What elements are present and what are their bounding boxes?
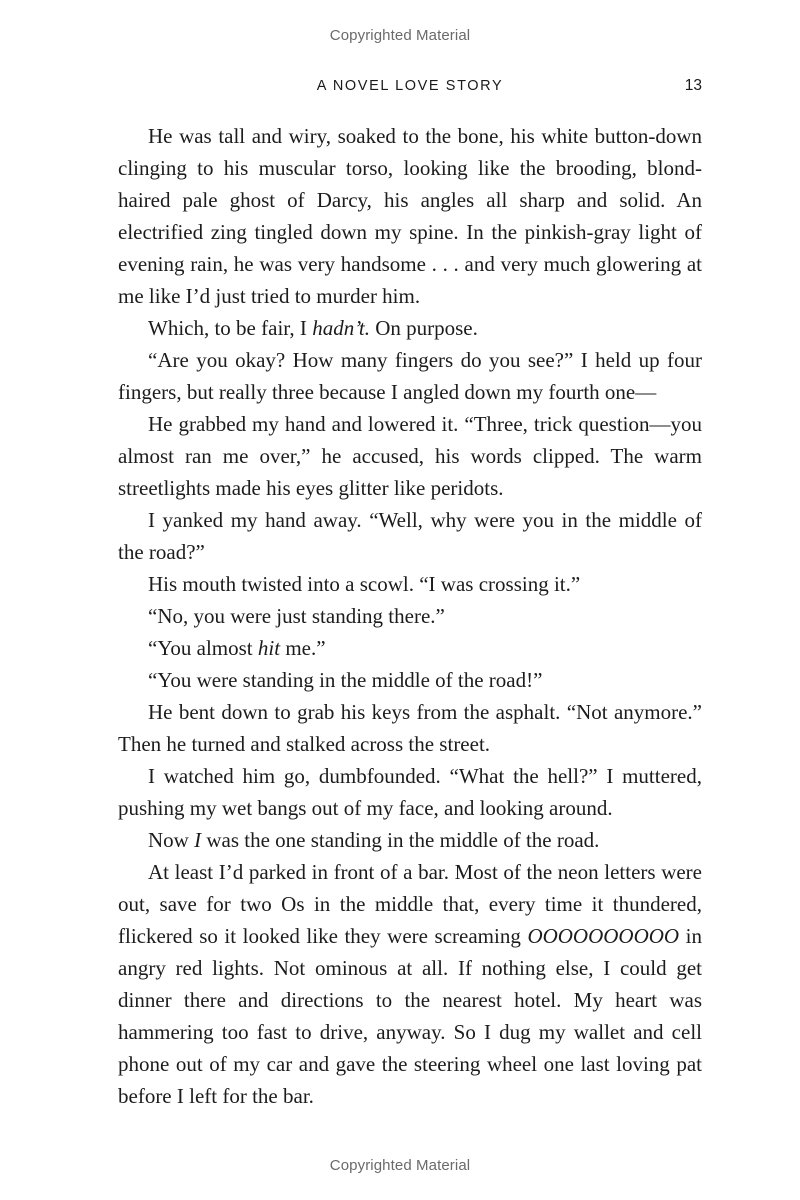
paragraph-text: in angry red lights. Not ominous at all. If nothing else, I could get dinner there and directions to the nearest hotel. My heart was hammering too fast to drive, anyway. So I dug my wallet and cell phone out of my car and gave the steering wheel one last loving pat before I left for the bar.: [118, 924, 702, 1108]
paragraph: He bent down to grab his keys from the asphalt. “Not anymore.” Then he turned and stalked across the street.: [118, 700, 702, 756]
paragraph-text: me.”: [280, 636, 326, 660]
paragraph-text: was the one standing in the middle of the road.: [201, 828, 600, 852]
paragraph: His mouth twisted into a scowl. “I was crossing it.”: [148, 572, 581, 596]
emphasis-text: hit: [257, 636, 281, 660]
paragraph-text: Now: [148, 828, 195, 852]
paragraph: [118, 312, 702, 344]
paragraph: [118, 856, 702, 1112]
paragraph-text: Which, to be fair, I: [148, 316, 313, 340]
page-number: 13: [684, 77, 702, 94]
emphasis-text: I: [194, 828, 202, 852]
paragraph-text: “You almost: [148, 636, 258, 660]
paragraph: [118, 824, 702, 856]
paragraph: I yanked my hand away. “Well, why were you in the middle of the road?”: [118, 508, 702, 564]
paragraph: [118, 632, 702, 664]
copyright-watermark-top: Copyrighted Material: [329, 27, 471, 44]
paragraph: I watched him go, dumbfounded. “What the hell?” I muttered, pushing my wet bangs out of my face, and looking around.: [118, 764, 702, 820]
emphasis-text: OOOOOOOOOO: [527, 924, 680, 948]
paragraph: “You were standing in the middle of the road!”: [148, 668, 543, 692]
paragraph: He grabbed my hand and lowered it. “Three, trick question—you almost ran me over,” he accused, his words clipped. The warm streetlights made his eyes glitter like peridots.: [118, 412, 702, 500]
paragraph-text: At least I’d parked in front of a bar. Most of the neon letters were out, save for two Os in the middle that, every time it thundered, flickered so it looked like they were screaming: [118, 860, 702, 948]
emphasis-text: hadn’t.: [312, 316, 370, 340]
book-title: A NOVEL LOVE STORY: [316, 78, 504, 94]
running-header: [118, 77, 702, 99]
copyright-watermark-bottom: Copyrighted Material: [329, 1157, 471, 1174]
paragraph: “Are you okay? How many fingers do you see?” I held up four fingers, but really three because I angled down my fourth one—: [118, 348, 702, 404]
paragraph-text: On purpose.: [369, 316, 478, 340]
paragraph: He was tall and wiry, soaked to the bone, his white button-down clinging to his muscular torso, looking like the brooding, blond-haired pale ghost of Darcy, his angles all sharp and solid. An electrified zing tingled down my spine. In the pinkish-gray light of evening rain, he was very handsome . . . and very much glowering at me like I’d just tried to murder him.: [118, 124, 702, 308]
body-text: [118, 120, 702, 1112]
paragraph: “No, you were just standing there.”: [148, 604, 445, 628]
